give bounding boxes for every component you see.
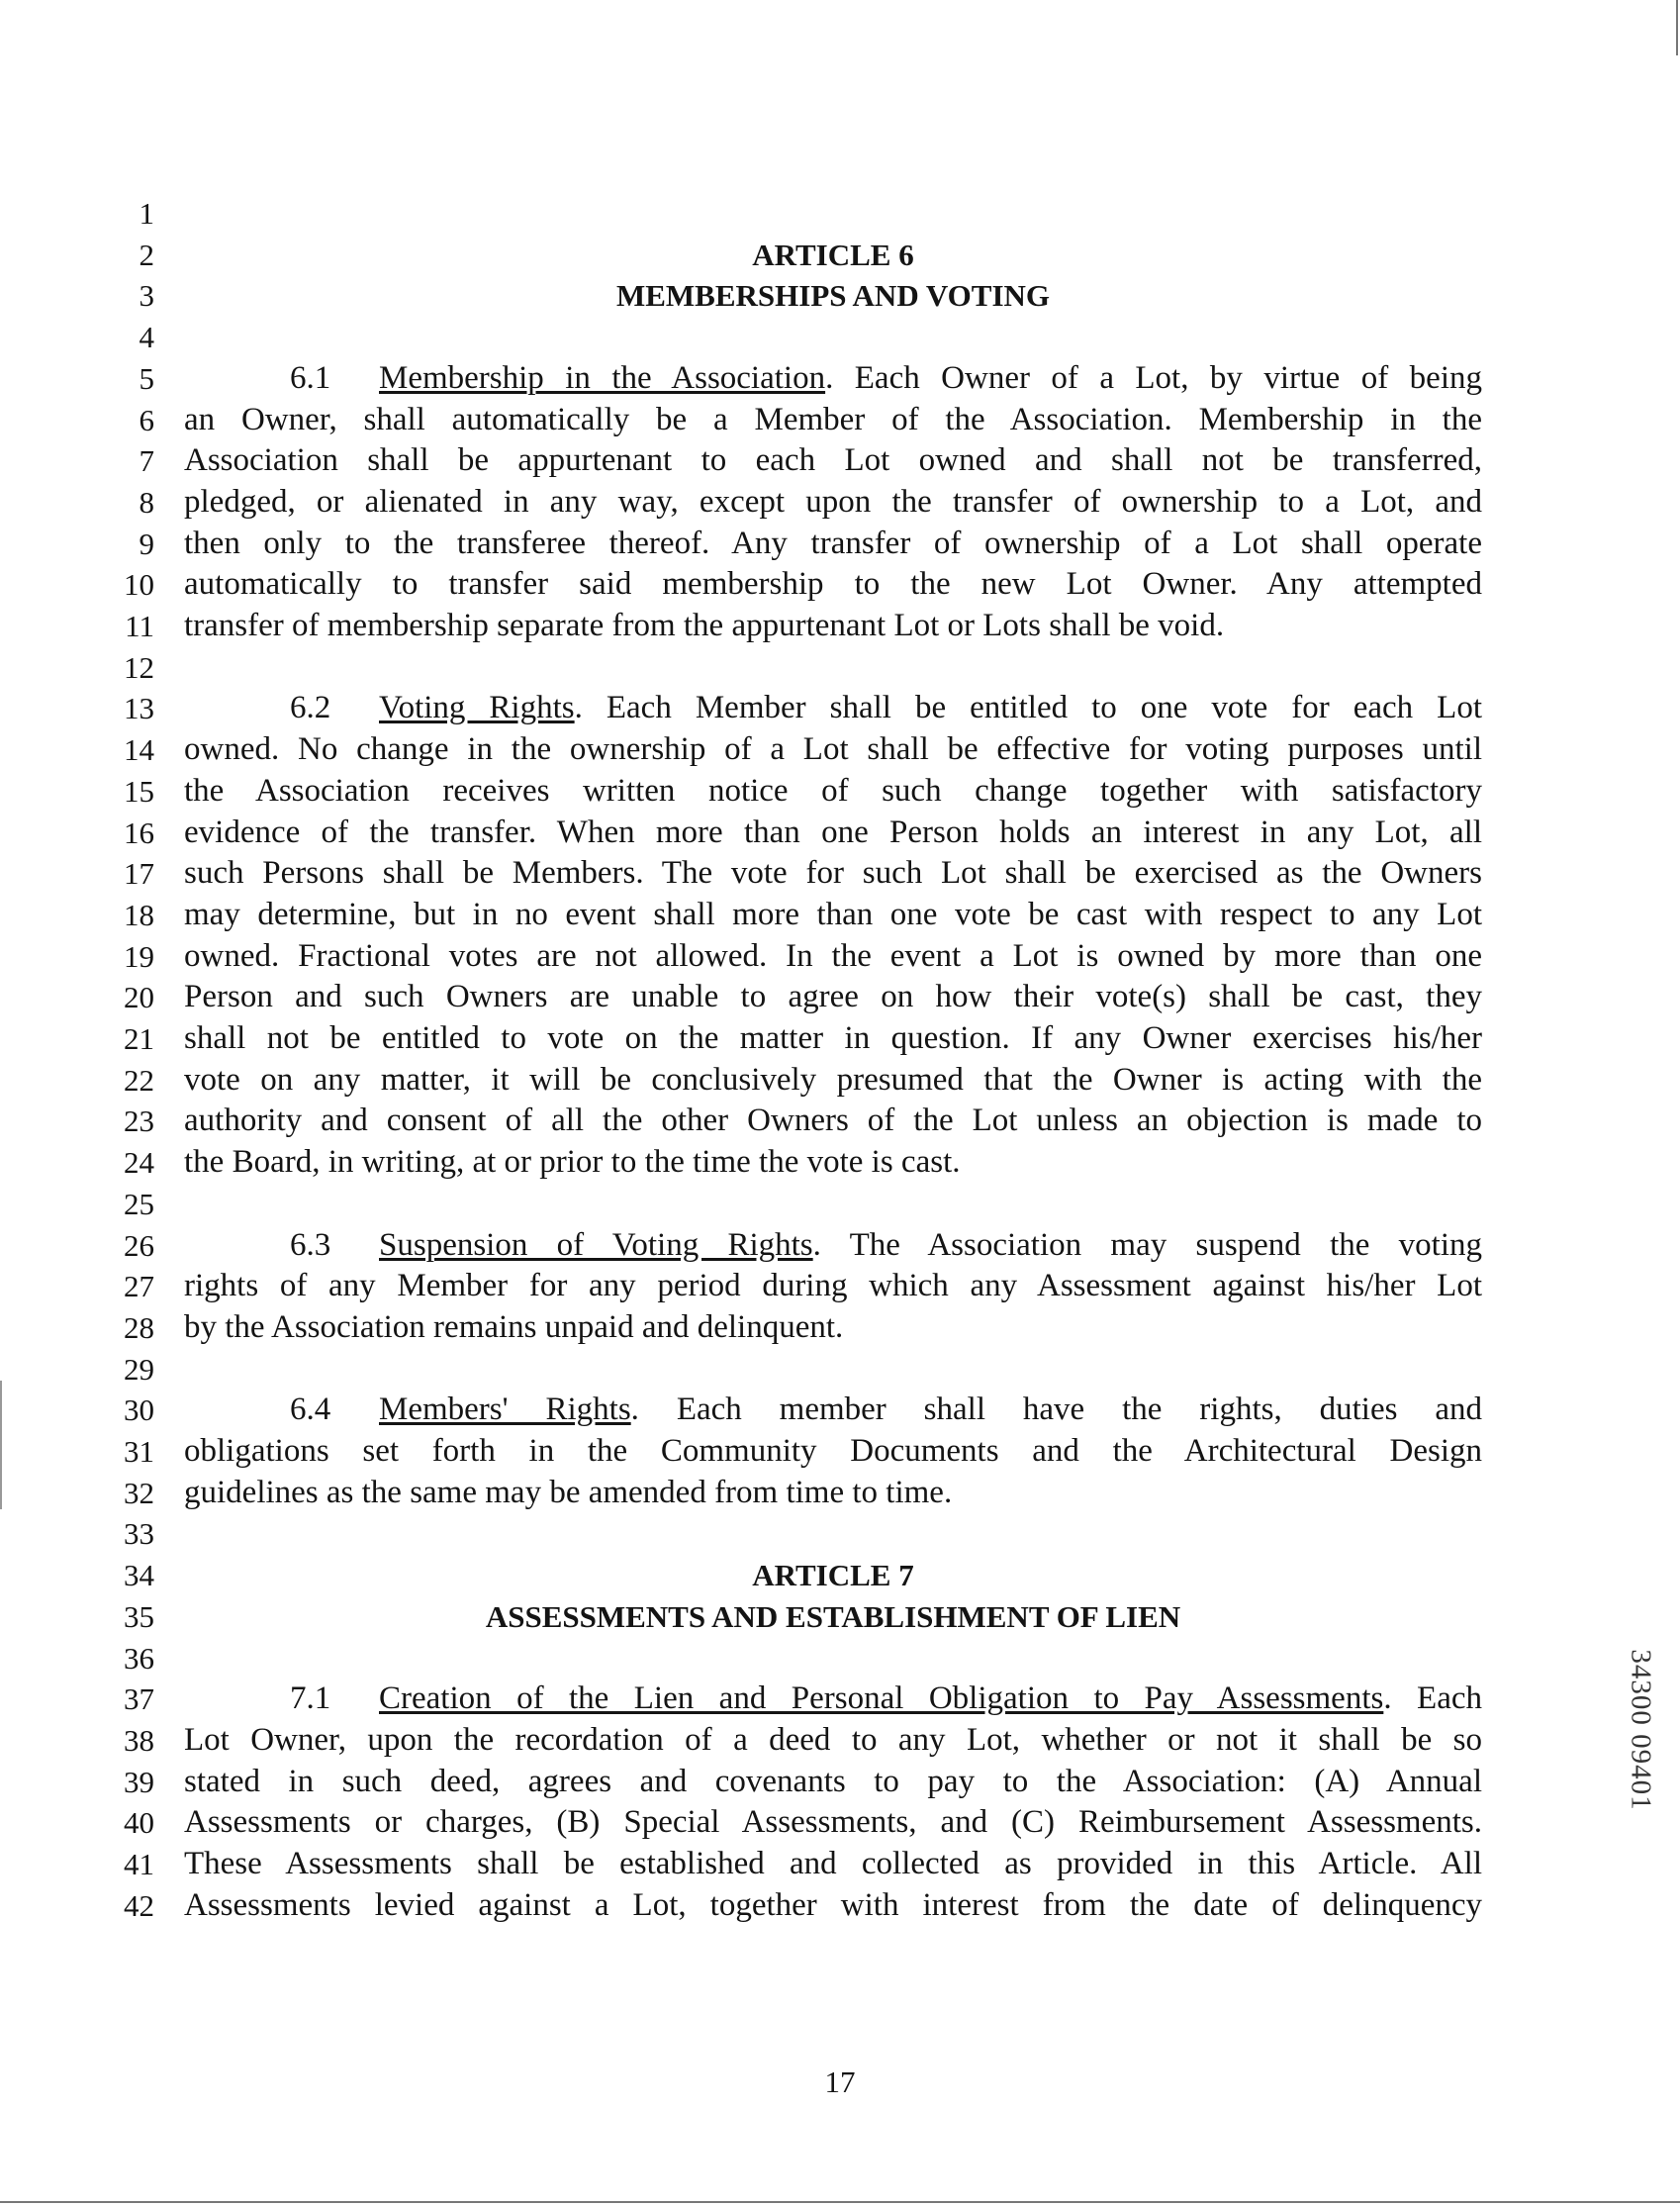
body-line: such Persons shall be Members. The vote for such Lot shall be exercised as the Owners bbox=[184, 855, 1482, 892]
line-number: 19 bbox=[124, 938, 154, 974]
line-number: 15 bbox=[124, 773, 154, 809]
line-number: 36 bbox=[124, 1640, 154, 1676]
line-number: 27 bbox=[124, 1269, 154, 1304]
section-heading: Members' Rights bbox=[379, 1391, 631, 1428]
body-line: authority and consent of all the other Owners of the Lot unless an objection is made to bbox=[184, 1103, 1482, 1139]
line-number: 2 bbox=[139, 237, 154, 272]
body-line: stated in such deed, agrees and covenants to pay to the Association: (A) Annual bbox=[184, 1763, 1482, 1799]
body-line: shall not be entitled to vote on the matter in question. If any Owner exercises his/her bbox=[184, 1020, 1482, 1056]
body-line: the Association receives written notice of such change together with satisfactory bbox=[184, 772, 1482, 809]
line-number: 33 bbox=[124, 1516, 154, 1552]
line-number: 3 bbox=[139, 278, 154, 314]
line-number: 34 bbox=[124, 1558, 154, 1593]
section-number: 6.2 bbox=[290, 690, 331, 726]
body-line: Assessments levied against a Lot, together with interest from the date of delinquency bbox=[184, 1886, 1482, 1923]
line-number: 25 bbox=[124, 1186, 154, 1221]
body-line: by the Association remains unpaid and delinquent. bbox=[184, 1308, 844, 1345]
line-number: 6 bbox=[139, 402, 154, 437]
body-line: owned. No change in the ownership of a Lot shall be effective for voting purposes until bbox=[184, 731, 1482, 768]
body-line: Association shall be appurtenant to each Lot owned and shall not be transferred, bbox=[184, 442, 1482, 479]
body-text: . Each Owner of a Lot, by virtue of being bbox=[825, 359, 1482, 396]
article-6-title: MEMBERSHIPS AND VOTING bbox=[615, 278, 1051, 314]
line-number: 30 bbox=[124, 1392, 154, 1428]
body-line: obligations set forth in the Community Documents and the Architectural Design bbox=[184, 1433, 1482, 1469]
article-6-label: ARTICLE 6 bbox=[752, 237, 914, 272]
line-number: 4 bbox=[139, 320, 154, 355]
body-line: guidelines as the same may be amended from time to time. bbox=[184, 1474, 953, 1510]
line-number: 5 bbox=[139, 360, 154, 396]
line-number: 38 bbox=[124, 1722, 154, 1758]
line-number: 18 bbox=[124, 897, 154, 932]
body-line: may determine, but in no event shall more than one vote be cast with respect to any Lot bbox=[184, 896, 1482, 932]
line-number: 9 bbox=[139, 526, 154, 561]
scan-edge-bottom bbox=[0, 2201, 1680, 2203]
section-number: 6.3 bbox=[290, 1226, 331, 1263]
line-number: 17 bbox=[124, 856, 154, 892]
section-number: 6.4 bbox=[290, 1391, 331, 1428]
line-number: 13 bbox=[124, 691, 154, 726]
body-line: the Board, in writing, at or prior to the time the vote is cast. bbox=[184, 1144, 961, 1181]
body-line: an Owner, shall automatically be a Member of the Association. Membership in the bbox=[184, 401, 1482, 437]
line-number: 28 bbox=[124, 1309, 154, 1345]
page-number: 17 bbox=[824, 2064, 856, 2099]
line-number: 32 bbox=[124, 1475, 154, 1510]
section-number: 6.1 bbox=[290, 359, 331, 396]
recording-stamp-text: 34300 09401 bbox=[1625, 1649, 1657, 1811]
body-text: . Each Member shall be entitled to one vote for each Lot bbox=[574, 690, 1482, 726]
line-number: 41 bbox=[124, 1847, 154, 1881]
line-number: 1 bbox=[139, 196, 154, 231]
body-line: owned. Fractional votes are not allowed. In the event a Lot is owned by more than one bbox=[184, 937, 1482, 974]
body-text: . Each member shall have the rights, duties and bbox=[630, 1391, 1482, 1428]
line-number: 20 bbox=[124, 980, 154, 1015]
recording-stamp bbox=[1621, 1593, 1660, 1867]
line-number: 23 bbox=[124, 1104, 154, 1139]
line-number: 21 bbox=[124, 1021, 154, 1056]
section-6-3-first-line bbox=[184, 1225, 1482, 1267]
section-7-1-first-line bbox=[184, 1679, 1482, 1720]
line-number: 26 bbox=[124, 1227, 154, 1263]
body-text: . The Association may suspend the voting bbox=[812, 1226, 1482, 1263]
body-line: evidence of the transfer. When more than one Person holds an interest in any Lot, all bbox=[184, 814, 1482, 850]
body-line: automatically to transfer said membership to the new Lot Owner. Any attempted bbox=[184, 566, 1482, 603]
section-heading: Voting Rights bbox=[379, 690, 575, 726]
section-heading: Creation of the Lien and Personal Obligation to Pay Assessments bbox=[379, 1680, 1384, 1717]
line-number: 31 bbox=[124, 1434, 154, 1469]
line-number: 35 bbox=[124, 1598, 154, 1634]
section-6-4-first-line bbox=[184, 1390, 1482, 1431]
body-line: Assessments or charges, (B) Special Assessments, and (C) Reimbursement Assessments. bbox=[184, 1804, 1482, 1841]
line-number: 40 bbox=[124, 1805, 154, 1841]
line-number: 14 bbox=[124, 732, 154, 768]
line-number: 7 bbox=[139, 443, 154, 479]
line-number: 8 bbox=[139, 484, 154, 520]
line-number: 24 bbox=[124, 1145, 154, 1181]
section-6-1-first-line bbox=[184, 358, 1482, 400]
scan-edge-left bbox=[0, 1381, 2, 1509]
line-number: 37 bbox=[124, 1681, 154, 1717]
body-line: pledged, or alienated in any way, except upon the transfer of ownership to a Lot, and bbox=[184, 483, 1482, 520]
body-line: rights of any Member for any period during which any Assessment against his/her Lot bbox=[184, 1268, 1482, 1304]
line-number: 39 bbox=[124, 1764, 154, 1799]
body-line: Person and such Owners are unable to agree on how their vote(s) shall be cast, they bbox=[184, 979, 1482, 1015]
line-number: 10 bbox=[124, 567, 154, 603]
section-number: 7.1 bbox=[290, 1680, 331, 1717]
body-line: Lot Owner, upon the recordation of a deed to any Lot, whether or not it shall be so bbox=[184, 1721, 1482, 1758]
line-number: 12 bbox=[124, 649, 154, 685]
body-text: . Each bbox=[1383, 1680, 1482, 1717]
article-7-label: ARTICLE 7 bbox=[752, 1558, 914, 1593]
body-line: then only to the transferee thereof. Any transfer of ownership of a Lot shall operate bbox=[184, 525, 1482, 561]
body-line: transfer of membership separate from the appurtenant Lot or Lots shall be void. bbox=[184, 608, 1225, 643]
line-number: 11 bbox=[125, 609, 154, 643]
body-line: These Assessments shall be established and collected as provided in this Article. All bbox=[184, 1846, 1482, 1881]
section-heading: Membership in the Association bbox=[379, 359, 826, 396]
section-heading: Suspension of Voting Rights bbox=[379, 1226, 813, 1263]
body-line: vote on any matter, it will be conclusively presumed that the Owner is acting with the bbox=[184, 1061, 1482, 1098]
line-number: 22 bbox=[124, 1062, 154, 1098]
scan-edge-right bbox=[1676, 0, 1678, 55]
line-number: 42 bbox=[124, 1887, 154, 1923]
section-6-2-first-line bbox=[184, 688, 1482, 729]
line-number: 29 bbox=[124, 1351, 154, 1387]
line-number: 16 bbox=[124, 815, 154, 850]
article-7-title: ASSESSMENTS AND ESTABLISHMENT OF LIEN bbox=[485, 1598, 1181, 1634]
